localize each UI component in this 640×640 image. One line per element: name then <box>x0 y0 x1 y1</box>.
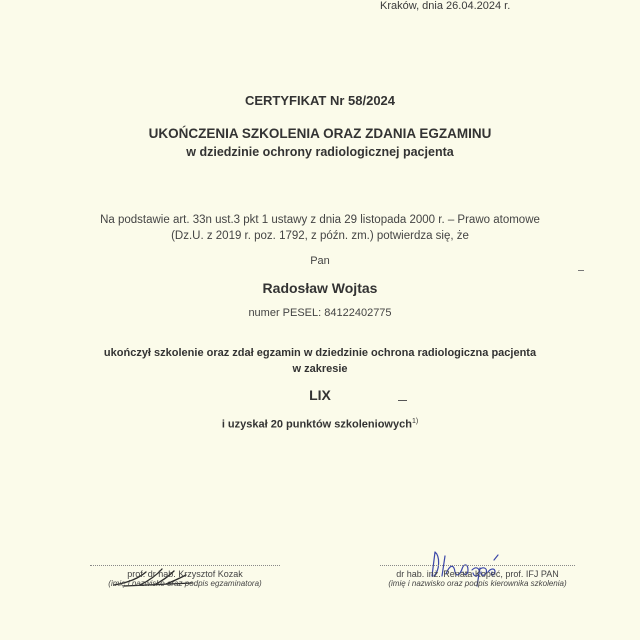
legal-basis-line-1: Na podstawie art. 33n ust.3 pkt 1 ustawy z dnia 29 listopada 2000 r. – Prawo atomowe <box>100 214 540 226</box>
training-points-footnote: 1) <box>411 418 419 425</box>
signature-line <box>90 565 280 566</box>
certificate-subtitle: w dziedzinie ochrony radiologicznej pacjenta <box>186 145 454 159</box>
stray-pen-mark <box>578 270 584 271</box>
supervisor-signature-block <box>380 565 575 588</box>
examiner-signature-block <box>90 565 280 588</box>
examiner-name: prof. dr hab. Krzysztof Kozak <box>127 569 243 579</box>
completion-scope-label: w zakresie <box>292 363 348 375</box>
training-points <box>0 418 640 431</box>
supervisor-caption: (imię i nazwisko oraz podpis kierownika szkolenia) <box>388 579 567 588</box>
certificate-title: UKOŃCZENIA SZKOLENIA ORAZ ZDANIA EGZAMINU <box>148 126 492 141</box>
place-and-date: Kraków, dnia 26.04.2024 r. <box>380 0 511 12</box>
signature-line <box>380 565 575 566</box>
salutation: Pan <box>310 255 330 267</box>
training-scope-code: LIX <box>309 387 331 403</box>
pesel-number: numer PESEL: 84122402775 <box>248 307 392 319</box>
supervisor-name: dr hab. inż. Renata Kopeć, prof. IFJ PAN <box>396 569 559 579</box>
stray-pen-mark <box>398 400 407 401</box>
legal-basis-line-2: (Dz.U. z 2019 r. poz. 1792, z późn. zm.) potwierdza się, że <box>171 230 469 242</box>
certificate-number: CERTYFIKAT Nr 58/2024 <box>244 93 396 108</box>
recipient-name: Radosław Wojtas <box>262 280 378 296</box>
completion-statement: ukończył szkolenie oraz zdał egzamin w dziedzinie ochrona radiologiczna pacjenta <box>103 347 537 359</box>
training-points-text: i uzyskał 20 punktów szkoleniowych <box>221 418 412 431</box>
examiner-caption: (imię i nazwisko oraz podpis egzaminatora) <box>108 579 262 588</box>
